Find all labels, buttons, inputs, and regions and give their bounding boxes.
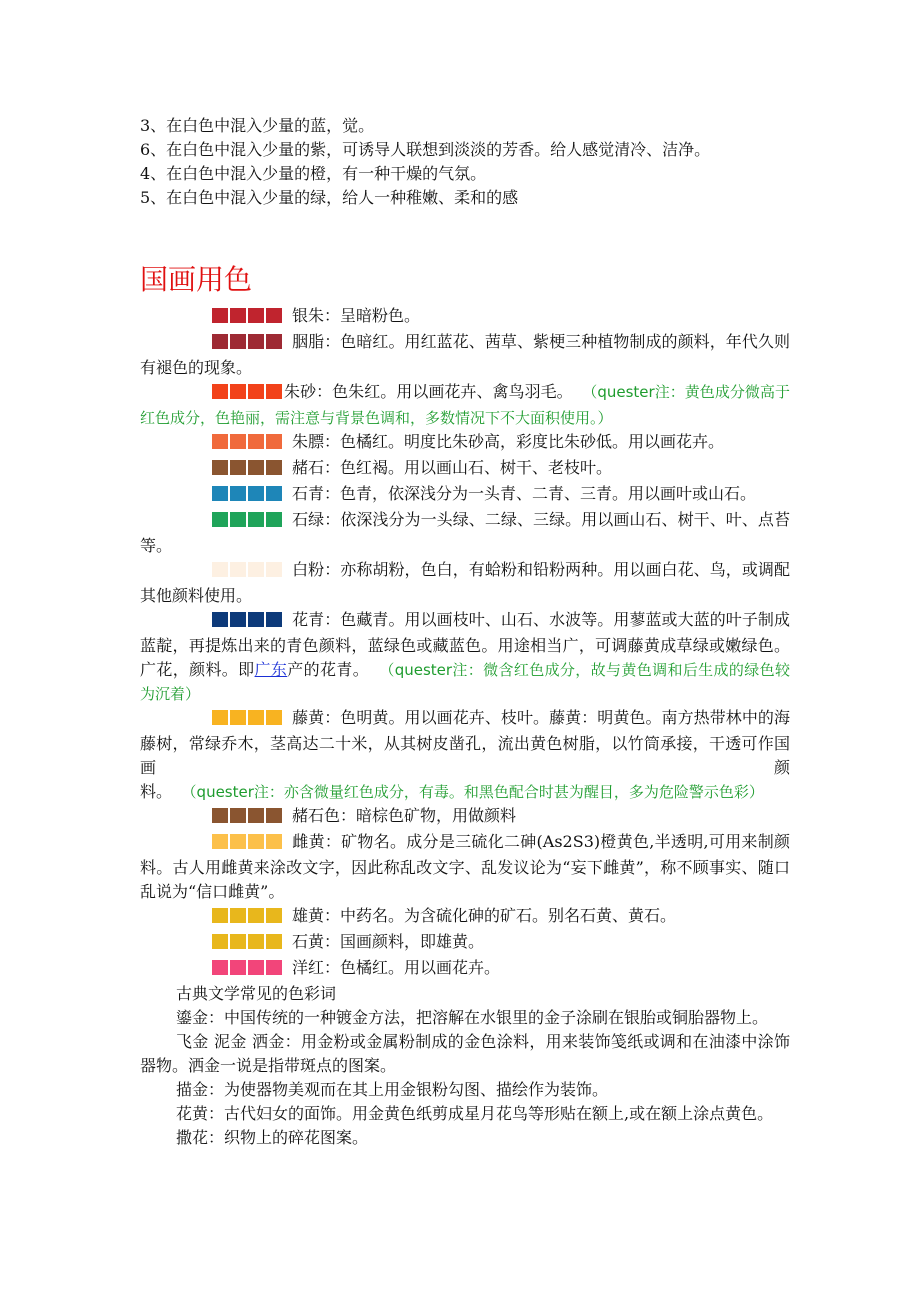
swatch-block <box>248 834 264 849</box>
pigment-description: 产的花青。 <box>287 660 370 679</box>
swatch-block <box>266 434 282 449</box>
color-swatch <box>176 332 284 356</box>
color-swatch <box>176 432 284 456</box>
color-term-entry: 撒花：织物上的碎花图案。 <box>176 1128 369 1147</box>
pigment-entry <box>140 558 790 608</box>
swatch-block <box>266 710 282 725</box>
swatch-block <box>212 512 228 527</box>
swatch-block <box>248 960 264 975</box>
section-heading: 国画用色 <box>140 263 253 296</box>
color-swatch <box>176 708 284 732</box>
color-swatch <box>176 484 284 508</box>
pigment-description: 石黄：国画颜料，即雄黄。 <box>292 932 485 951</box>
intro-line: 3、在白色中混入少量的蓝，觉。 <box>140 116 375 135</box>
swatch-block <box>212 434 228 449</box>
pigment-entry <box>140 956 790 982</box>
swatch-block <box>266 612 282 627</box>
swatch-block <box>248 808 264 823</box>
swatch-block <box>230 562 246 577</box>
swatch-block <box>230 460 246 475</box>
pigment-entry <box>140 706 790 804</box>
pigment-description: 藤黄：色明黄。用以画花卉、枝叶。藤黄：明黄色。南方热带林中的海藤树，常绿乔木，茎高达二十米，从其树皮凿孔，流出黄色树脂，以竹筒承接，干透可作国画颜料。 <box>140 708 790 801</box>
swatch-block <box>230 908 246 923</box>
color-term-entry: 描金：为使器物美观而在其上用金银粉勾图、描绘作为装饰。 <box>176 1080 609 1099</box>
swatch-block <box>212 562 228 577</box>
swatch-block <box>266 512 282 527</box>
pigment-description: 洋红：色橘红。用以画花卉。 <box>292 958 501 977</box>
swatch-block <box>212 486 228 501</box>
pigment-description: 雌黄：矿物名。成分是三硫化二砷(As2S3)橙黄色,半透明,可用来制颜料。古人用雌黄来涂改文字，因此称乱改文字、乱发议论为“妄下雌黄”，称不顾事实、随口乱说为“信口雌黄”。 <box>140 832 790 901</box>
color-swatch <box>176 832 284 856</box>
swatch-block <box>230 710 246 725</box>
pigment-description: 石青：色青，依深浅分为一头青、二青、三青。用以画叶或山石。 <box>292 484 757 503</box>
place-link[interactable]: 广东 <box>254 660 288 679</box>
document-content <box>140 114 790 1150</box>
swatch-block <box>248 562 264 577</box>
pigment-entry <box>140 904 790 930</box>
pigment-entry <box>140 804 790 830</box>
pigment-entry <box>140 508 790 558</box>
color-term-entry: 花黄：古代妇女的面饰。用金黄色纸剪成星月花鸟等形贴在额上,或在额上涂点黄色。 <box>176 1104 774 1123</box>
pigment-description: 赭石色：暗棕色矿物，用做颜料 <box>292 806 517 825</box>
swatch-block <box>266 808 282 823</box>
swatch-block <box>230 308 246 323</box>
swatch-block <box>230 512 246 527</box>
color-swatch <box>176 610 284 634</box>
swatch-block <box>212 934 228 949</box>
pigment-entry <box>140 456 790 482</box>
swatch-block <box>266 960 282 975</box>
terms-subheading: 古典文学常见的色彩词 <box>176 984 337 1003</box>
intro-list <box>140 114 790 210</box>
swatch-block <box>248 512 264 527</box>
swatch-block <box>266 934 282 949</box>
color-term-entry: 鎏金：中国传统的一种镀金方法，把溶解在水银里的金子涂刷在银胎或铜胎器物上。 <box>176 1008 769 1027</box>
swatch-block <box>212 334 228 349</box>
quester-note: （quester注：微含红色成分，故与黄色调和后生成的绿色较为沉着） <box>140 661 790 703</box>
swatch-block <box>248 710 264 725</box>
pigment-description: 赭石：色红褐。用以画山石、树干、老枝叶。 <box>292 458 613 477</box>
color-swatch <box>176 510 284 534</box>
color-swatch <box>176 306 284 330</box>
swatch-block <box>212 908 228 923</box>
swatch-block <box>248 908 264 923</box>
swatch-block <box>230 486 246 501</box>
quester-note: （quester注：黄色成分微高于红色成分，色艳丽，需注意与背景色调和，多数情况下不大面积使用。） <box>140 383 790 427</box>
color-swatch <box>176 958 284 982</box>
color-swatch <box>176 906 284 930</box>
swatch-block <box>248 308 264 323</box>
pigment-description: 石绿：依深浅分为一头绿、二绿、三绿。用以画山石、树干、叶、点苔等。 <box>140 510 790 555</box>
swatch-block <box>230 384 246 399</box>
pigment-description: 白粉：亦称胡粉，色白，有蛤粉和铅粉两种。用以画白花、鸟，或调配其他颜料使用。 <box>140 560 790 605</box>
swatch-block <box>266 562 282 577</box>
color-swatch <box>176 560 284 584</box>
swatch-block <box>230 334 246 349</box>
swatch-block <box>230 612 246 627</box>
pigment-description: 朱砂：色朱红。用以画花卉、禽鸟羽毛。 <box>284 382 573 401</box>
swatch-block <box>230 434 246 449</box>
pigment-description: 银朱：呈暗粉色。 <box>292 306 421 325</box>
swatch-block <box>212 960 228 975</box>
swatch-block <box>248 486 264 501</box>
pigment-entry <box>140 482 790 508</box>
quester-note: （quester注：亦含微量红色成分，有毒。和黑色配合时甚为醒目，多为危险警示色彩） <box>172 783 764 801</box>
swatch-block <box>212 308 228 323</box>
pigment-description: 朱膘：色橘红。明度比朱砂高，彩度比朱砂低。用以画花卉。 <box>292 432 725 451</box>
swatch-block <box>248 334 264 349</box>
swatch-block <box>248 934 264 949</box>
color-term-list <box>140 982 790 1150</box>
swatch-block <box>266 308 282 323</box>
pigment-entry <box>140 930 790 956</box>
swatch-block <box>248 612 264 627</box>
swatch-block <box>266 460 282 475</box>
swatch-block <box>212 384 228 399</box>
swatch-block <box>212 808 228 823</box>
pigment-entry <box>140 608 790 706</box>
swatch-block <box>248 460 264 475</box>
swatch-block <box>266 334 282 349</box>
color-term-entry: 飞金 泥金 洒金：用金粉或金属粉制成的金色涂料，用来装饰笺纸或调和在油漆中涂饰器物。洒金一说是指带斑点的图案。 <box>140 1032 790 1075</box>
swatch-block <box>212 710 228 725</box>
pigment-entry <box>140 830 790 904</box>
swatch-block <box>248 434 264 449</box>
swatch-block <box>266 384 282 399</box>
swatch-block <box>230 834 246 849</box>
swatch-block <box>266 834 282 849</box>
color-swatch <box>176 458 284 482</box>
pigment-description: 雄黄：中药名。为含硫化砷的矿石。别名石黄、黄石。 <box>292 906 677 925</box>
color-swatch <box>176 932 284 956</box>
swatch-block <box>266 486 282 501</box>
pigment-entry <box>140 380 790 430</box>
pigment-entry <box>140 330 790 380</box>
swatch-block <box>230 934 246 949</box>
pigment-entry <box>140 304 790 330</box>
intro-line: 6、在白色中混入少量的紫，可诱导人联想到淡淡的芳香。给人感觉清冷、洁净。 <box>140 140 711 159</box>
intro-line: 4、在白色中混入少量的橙，有一种干燥的气氛。 <box>140 164 487 183</box>
swatch-block <box>212 834 228 849</box>
color-swatch <box>176 806 284 830</box>
pigment-description: 胭脂：色暗红。用红蓝花、茜草、紫梗三种植物制成的颜料，年代久则有褪色的现象。 <box>140 332 790 377</box>
swatch-block <box>230 960 246 975</box>
swatch-block <box>230 808 246 823</box>
color-swatch <box>176 382 284 406</box>
swatch-block <box>248 384 264 399</box>
pigment-entry <box>140 430 790 456</box>
pigment-list <box>140 304 790 982</box>
pigment-description: 花青：色藏青。用以画枝叶、山石、水波等。用蓼蓝或大蓝的叶子制成蓝靛，再提炼出来的青色颜料，蓝绿色或藏蓝色。用途相当广，可调藤黄成草绿或嫩绿色。广花，颜料。即 <box>140 610 790 679</box>
swatch-block <box>212 460 228 475</box>
intro-line: 5、在白色中混入少量的绿，给人一种稚嫩、柔和的感 <box>140 188 519 207</box>
swatch-block <box>266 908 282 923</box>
swatch-block <box>212 612 228 627</box>
